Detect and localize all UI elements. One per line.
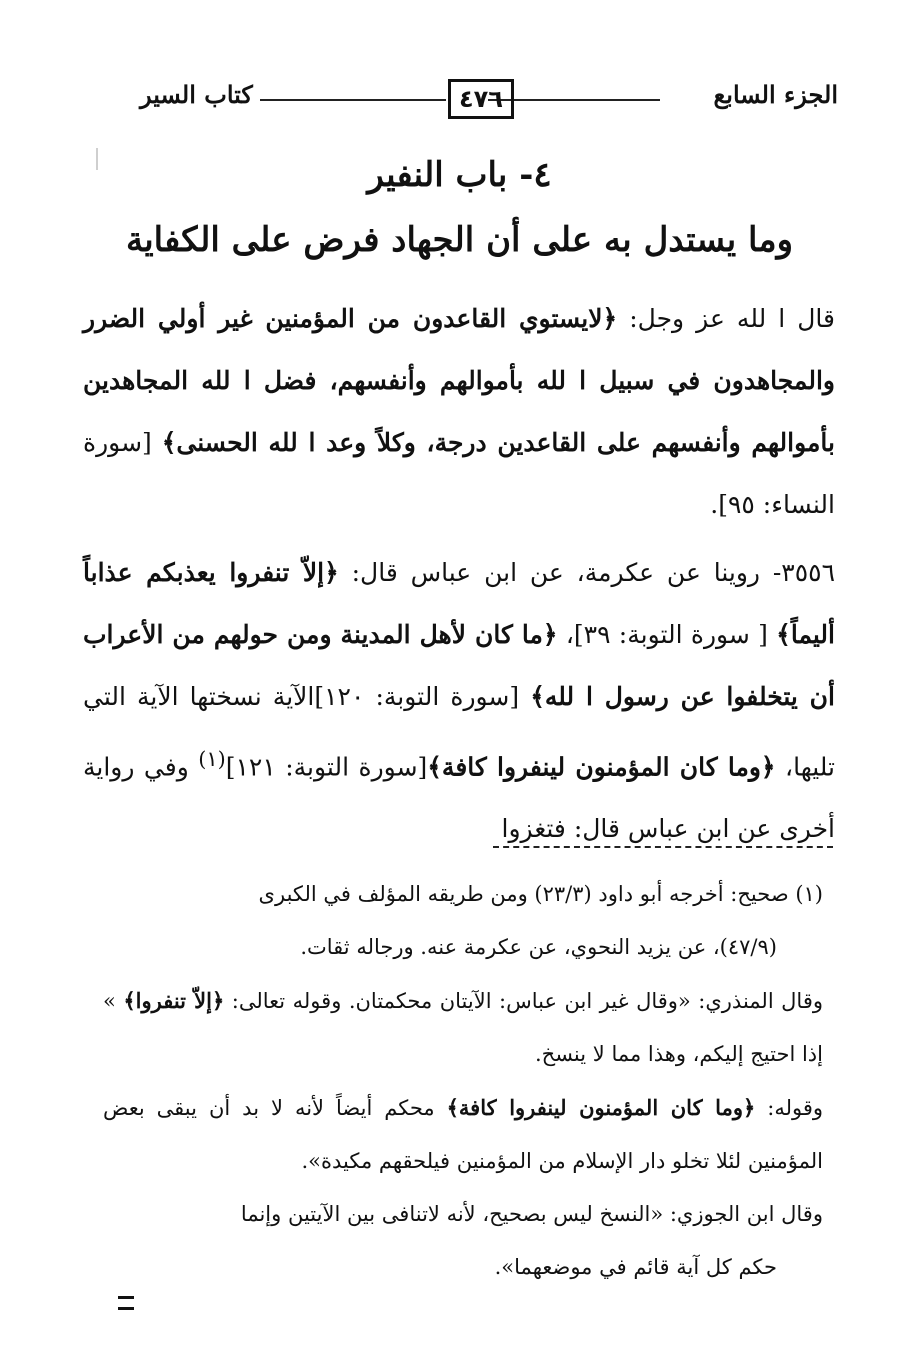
- header-book: كتاب السير: [140, 80, 253, 109]
- footnote-line: [103, 974, 823, 1081]
- hadith-number: ٣٥٥٦- روينا عن عكرمة، عن ابن عباس قال:: [338, 558, 836, 587]
- footnote-line: (٤٧/٩)، عن يزيد النحوي، عن عكرمة عنه. ورجاله ثقات.: [300, 935, 777, 959]
- header-rule-left: [260, 99, 446, 101]
- footnote-text: وقوله:: [755, 1096, 824, 1120]
- verse-reference: [سورة التوبة: ١٢١]: [225, 752, 428, 782]
- chapter-subtitle: وما يستدل به على أن الجهاد فرض على الكفاية: [125, 220, 794, 260]
- header-volume: الجزء السابع: [713, 80, 838, 109]
- narration-tail: وفي رواية أخرى عن ابن عباس قال: فتغزوا: [83, 752, 835, 844]
- paragraph-hadith: [83, 542, 835, 860]
- footnote-text: » إذا احتيج إليكم، وهذا مما لا ينسخ.: [103, 989, 823, 1066]
- quran-quote: ﴿ما كان لأهل المدينة ومن حولهم من الأعراب أن يتخلفوا عن رسول ا لله﴾: [83, 620, 835, 711]
- footnote-separator: [493, 846, 833, 848]
- footnote-line: وقال ابن الجوزي: «النسخ ليس بصحيح، لأنه لاتنافى بين الآيتين وإنما: [240, 1202, 823, 1226]
- footnote-line: حكم كل آية قائم في موضعهما».: [494, 1255, 777, 1279]
- verse-reference: [سورة النساء: ٩٥].: [83, 428, 835, 519]
- footnote-text: وقال المنذري: «وقال غير ابن عباس: الآيتان محكمتان. وقوله تعالى:: [224, 989, 823, 1013]
- quran-quote: ﴿لايستوي القاعدون من المؤمنين غير أولي الضرر والمجاهدون في سبيل ا لله بأموالهم وأنفسهم، فضل ا لله المجاهدين بأموالهم وأنفسهم على القاعدين درجة، وكلاً وعد ا لله الحسنى﴾: [83, 304, 836, 457]
- footnote-line: [103, 1081, 823, 1188]
- main-text: [83, 288, 835, 860]
- running-header: [110, 75, 838, 119]
- footnotes: [103, 868, 823, 1294]
- paragraph-verse: [83, 288, 835, 536]
- verse-intro: قال ا لله عز وجل:: [617, 304, 835, 333]
- footnote-marker: (١): [198, 747, 226, 771]
- quran-quote: ﴿وما كان المؤمنون لينفروا كافة﴾: [446, 1095, 756, 1120]
- verse-reference: [ سورة التوبة: ٣٩]،: [557, 620, 777, 649]
- verse-reference: [سورة التوبة: ١٢٠]الآية نسختها الآية التي تليها،: [83, 682, 836, 782]
- footnote-line: (١) صحيح: أخرجه أبو داود (٢٣/٣) ومن طريقه المؤلف في الكبرى: [258, 882, 823, 906]
- footnote-text: محكم أيضاً لأنه لا بد أن يبقى بعض المؤمنين لئلا تخلو دار الإسلام من المؤمنين فيلحقهم مكيدة».: [103, 1096, 823, 1173]
- quran-quote: ﴿إلاّ تنفروا يعذبكم عذاباً أليماً﴾: [83, 558, 835, 649]
- quran-quote: ﴿إلاّ تنفروا﴾: [123, 988, 225, 1013]
- quran-quote: ﴿وما كان المؤمنون لينفروا كافة﴾: [427, 752, 776, 782]
- continuation-mark: [118, 1296, 134, 1310]
- chapter-title: ٤- باب النفير: [367, 155, 552, 195]
- page-number: ٤٧٦: [448, 79, 514, 119]
